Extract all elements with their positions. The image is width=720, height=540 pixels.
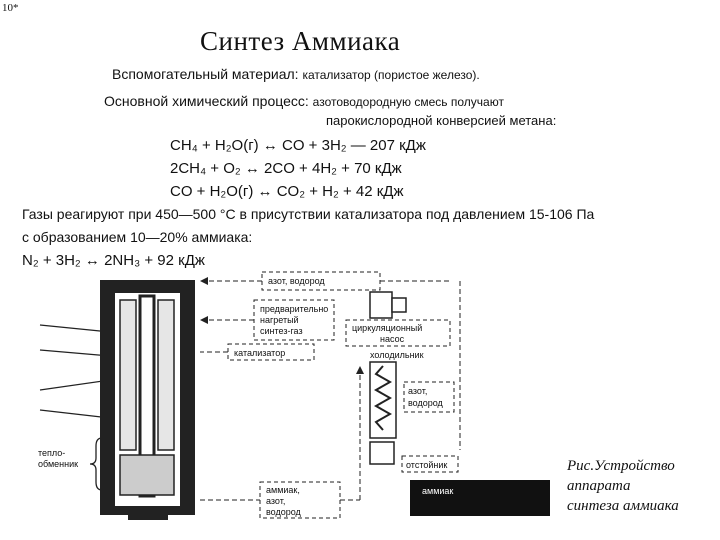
main-process-line: [104, 93, 504, 109]
equation-2: 2CH₄ + O₂ ↔ 2CO + 4H₂ + 70 кДж: [170, 160, 402, 177]
label-cooler: холодильник: [370, 350, 424, 360]
catalyst-bed-right: [158, 300, 174, 450]
caption-line-3: синтеза аммиака: [567, 498, 679, 514]
slide-number: 10*: [2, 2, 19, 14]
label-nitrogen-hydrogen: азот, водород: [268, 276, 325, 286]
column-outlet: [128, 515, 168, 520]
aux-material-line: [112, 66, 480, 82]
arrow-head: [200, 277, 208, 285]
gas-reaction-line-1: Газы реагируют при 450—500 °С в присутствии катализатора под давлением 15-106 Па: [22, 206, 595, 222]
equation-3: CO + H₂O(г) ↔ CO₂ + H₂ + 42 кДж: [170, 183, 404, 200]
arrow-head: [200, 316, 208, 324]
figure-caption: [567, 456, 717, 516]
label-mixture-3: водород: [266, 507, 301, 517]
pointer-line: [40, 350, 110, 356]
label-circulation-1: циркуляционный: [352, 323, 423, 333]
cooler: [370, 362, 396, 438]
pointer-line: [40, 410, 110, 418]
caption-line-2: аппарата: [567, 478, 631, 494]
label-preheated-3: синтез-газ: [260, 326, 303, 336]
settler: [370, 442, 394, 464]
label-heat-exchanger-2: обменник: [38, 459, 79, 469]
caption-line-1: Рис.Устройство: [567, 458, 675, 474]
circulation-pump: [370, 292, 392, 318]
aux-label: Вспомогательный материал:: [112, 66, 299, 82]
label-mixture-2: азот,: [266, 496, 286, 506]
gas-reaction-line-2: с образованием 10—20% аммиака:: [22, 229, 253, 245]
label-nitrogen-2: азот,: [408, 386, 428, 396]
synthesis-apparatus-diagram: [30, 270, 550, 520]
label-catalyst: катализатор: [234, 348, 286, 358]
label-settler: отстойник: [406, 460, 448, 470]
label-heat-exchanger-1: тепло-: [38, 448, 66, 458]
pointer-line: [40, 325, 110, 332]
label-hydrogen-2: водород: [408, 398, 443, 408]
aux-value: катализатор (пористое железо).: [302, 68, 480, 82]
catalyst-bed-left: [120, 300, 136, 450]
label-preheated-1: предварительно: [260, 304, 329, 314]
label-circulation-2: насос: [380, 334, 405, 344]
label-ammonia: аммиак: [422, 486, 454, 496]
label-mixture-1: аммиак,: [266, 485, 300, 495]
main-value: азотоводородную смесь получают: [312, 95, 504, 109]
pump-motor: [392, 298, 406, 312]
main-label: Основной химический процесс:: [104, 93, 309, 109]
page-title: Синтез Аммиака: [200, 26, 401, 56]
pointer-line: [40, 380, 110, 390]
heat-exchanger-pack: [120, 455, 174, 495]
equation-ammonia: N₂ + 3H₂ ↔ 2NH₃ + 92 кДж: [22, 252, 205, 269]
main-process-continued: парокислородной конверсией метана:: [326, 113, 557, 128]
label-preheated-2: нагретый: [260, 315, 299, 325]
arrow-head: [356, 366, 364, 374]
equation-1: CH₄ + H₂O(г) ↔ CO + 3H₂ — 207 кДж: [170, 137, 426, 154]
